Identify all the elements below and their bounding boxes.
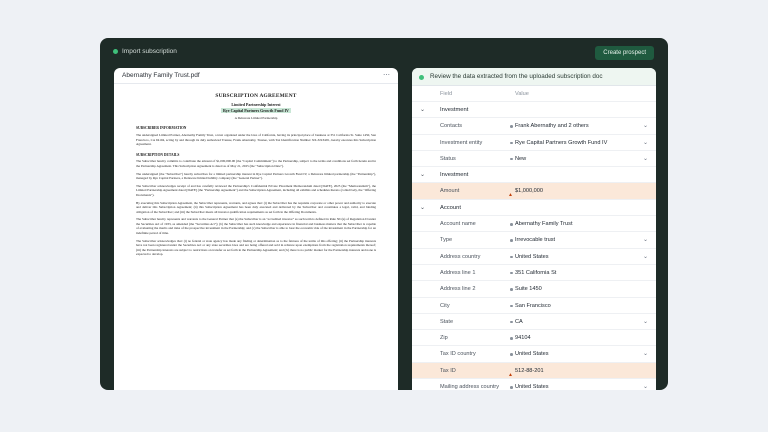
bullet-icon bbox=[510, 353, 513, 356]
field-row[interactable] bbox=[412, 298, 656, 314]
document-header bbox=[114, 68, 398, 84]
field-value[interactable]: Frank Abernathy and 2 others bbox=[515, 123, 589, 130]
create-prospect-button[interactable]: Create prospect bbox=[595, 46, 654, 60]
bullet-icon bbox=[510, 256, 513, 259]
field-row[interactable] bbox=[412, 363, 656, 379]
doc-title: SUBSCRIPTION AGREEMENT bbox=[215, 93, 297, 99]
warning-icon: ▲ bbox=[508, 192, 513, 199]
field-value[interactable]: 351 California St bbox=[515, 269, 557, 276]
field-value[interactable]: San Francisco bbox=[515, 302, 551, 309]
field-value[interactable]: New bbox=[515, 155, 527, 162]
warning-icon: ▲ bbox=[508, 371, 513, 378]
doc-partnership-type: A Delaware Limited Partnership bbox=[234, 115, 278, 120]
more-options-icon[interactable]: ⋯ bbox=[383, 72, 390, 79]
bullet-icon bbox=[510, 305, 513, 308]
field-value[interactable]: United States bbox=[515, 384, 549, 390]
field-value[interactable]: 94104 bbox=[515, 335, 531, 342]
field-label: Address country bbox=[440, 253, 481, 260]
dropdown-chevron-icon[interactable]: ⌄ bbox=[642, 237, 648, 244]
dropdown-chevron-icon[interactable]: ⌄ bbox=[642, 139, 648, 146]
bullet-icon bbox=[510, 288, 513, 291]
doc-paragraph: The Subscriber hereby commits to contribute the amount of $1,000,000.00 (the "Capital Commitment") to the Partnership, subject to the terms and conditions set forth herein and in the Partnership Agreement. This Subscription Agreement is dated as of May 21, 2025 (the "Subscription Date"). bbox=[136, 159, 376, 168]
doc-paragraph: The Subscriber acknowledges that: (i) no federal or state agency has made any finding or determination as to the fairness of the terms of this offering; (ii) the Partnership interests have not been registered under the Securities Act or any state securities laws and are being offered and sold in reliance upon exemptions from the registration requirements thereof; (iii) the Partnership interests are subject to restrictions on transfer as set forth in the Partnership Agreement; and (iv) there is no public market for the Partnership interests and none is expected to develop. bbox=[136, 238, 376, 257]
dropdown-chevron-icon[interactable]: ⌄ bbox=[642, 384, 648, 390]
field-row[interactable] bbox=[412, 330, 656, 346]
field-label: Account name bbox=[440, 221, 476, 228]
field-value[interactable]: Irrevocable trust bbox=[515, 237, 556, 244]
bullet-icon bbox=[510, 223, 513, 226]
document-filename: Abernathy Family Trust.pdf bbox=[122, 72, 200, 79]
check-icon bbox=[419, 75, 424, 80]
field-label: Tax ID bbox=[440, 367, 456, 374]
doc-paragraph: By executing this Subscription Agreement, the Subscriber represents, warrants, and agrees that: (i) the Subscriber has the requisite corporate or other power and authority to execute and deliver this Subscription Agreement; (ii) this Subscription Agreement has been duly executed and delivered by the Subscriber and constitutes a legal, valid, and binding obligation of the Subscriber; and (iii) the Subscriber meets all investor qualification requirements as set forth in the Offering Documents. bbox=[136, 200, 376, 214]
review-header bbox=[412, 68, 656, 86]
chevron-down-icon[interactable]: ⌄ bbox=[420, 107, 426, 113]
group-header[interactable] bbox=[412, 167, 656, 183]
field-value[interactable]: United States bbox=[515, 351, 549, 358]
doc-paragraph: The Subscriber hereby represents and warrants to the General Partner that (a) the Subscriber is an "accredited investor" as such term is defined in Rule 501(a) of Regulation D under the Securities Act of 1933, as amended (the "Securities Act"); (b) the Subscriber has such knowledge and experience in financial and business matters that the Subscriber is capable of evaluating the merits and risks of the prospective investment in the Partnership; and (c) the Subscriber is able to bear the economic risk of the investment in the Partnership for an indefinite period of time. bbox=[136, 217, 376, 236]
group-header[interactable] bbox=[412, 200, 656, 216]
top-bar bbox=[100, 38, 668, 66]
bullet-icon bbox=[510, 158, 513, 161]
field-row[interactable] bbox=[412, 151, 656, 167]
field-value[interactable]: Rye Capital Partners Growth Fund IV bbox=[515, 139, 608, 146]
bullet-icon bbox=[510, 337, 513, 340]
field-list bbox=[412, 102, 656, 390]
field-label: City bbox=[440, 302, 450, 309]
field-label: Contacts bbox=[440, 123, 463, 130]
field-label: Type bbox=[440, 237, 453, 244]
field-label: Address line 1 bbox=[440, 269, 476, 276]
doc-fund-name: Rye Capital Partners Growth Fund IV bbox=[223, 108, 289, 114]
chevron-down-icon[interactable]: ⌄ bbox=[420, 204, 426, 211]
review-panel bbox=[412, 68, 656, 390]
field-row[interactable] bbox=[412, 216, 656, 232]
field-row[interactable] bbox=[412, 314, 656, 330]
doc-section-heading: SUBSCRIBER INFORMATION bbox=[136, 126, 187, 131]
app-window bbox=[100, 38, 668, 390]
field-value[interactable]: Abernathy Family Trust bbox=[515, 221, 573, 228]
review-header-text: Review the data extracted from the uploaded subscription doc bbox=[430, 73, 603, 80]
bullet-icon bbox=[510, 239, 513, 242]
bullet-icon bbox=[510, 142, 513, 145]
field-value[interactable]: 512-88-201 bbox=[515, 367, 544, 374]
field-label: State bbox=[440, 318, 454, 325]
field-value[interactable]: $1,000,000 bbox=[515, 188, 543, 195]
field-label: Zip bbox=[440, 335, 448, 342]
group-title: Investment bbox=[440, 172, 469, 179]
field-label: Investment entity bbox=[440, 139, 483, 146]
field-row[interactable] bbox=[412, 232, 656, 248]
field-row[interactable] bbox=[412, 249, 656, 265]
doc-paragraph: The undersigned Limited Partner, Abernathy Family Trust, a trust organized under the laws of California, having its principal place of business at 351 California St. Suite 1450, San Francisco, CA 94104, acting by and through its duly authorized Trustee, Frank Abernathy, Trustee, with Tax Identification Number XX-XXX201, hereby executes this Subscription Agreement. bbox=[136, 132, 376, 147]
field-label: Mailing address country bbox=[440, 384, 500, 390]
field-label: Tax ID country bbox=[440, 351, 476, 358]
column-headers bbox=[412, 86, 656, 102]
field-row[interactable] bbox=[412, 346, 656, 362]
column-value: Value bbox=[515, 91, 529, 97]
dropdown-chevron-icon[interactable]: ⌄ bbox=[642, 123, 648, 130]
field-row[interactable] bbox=[412, 135, 656, 151]
column-field: Field bbox=[440, 91, 453, 97]
field-value[interactable]: CA bbox=[515, 318, 523, 325]
field-row[interactable] bbox=[412, 265, 656, 281]
dropdown-chevron-icon[interactable]: ⌄ bbox=[642, 318, 648, 325]
chevron-down-icon[interactable]: ⌄ bbox=[420, 172, 426, 179]
document-page bbox=[136, 94, 376, 390]
field-value[interactable]: United States bbox=[515, 253, 549, 260]
bullet-icon bbox=[510, 272, 513, 275]
field-row[interactable] bbox=[412, 379, 656, 390]
dropdown-chevron-icon[interactable]: ⌄ bbox=[642, 351, 648, 358]
field-label: Address line 2 bbox=[440, 286, 476, 293]
bullet-icon bbox=[510, 386, 513, 389]
document-panel bbox=[114, 68, 398, 390]
dropdown-chevron-icon[interactable]: ⌄ bbox=[642, 253, 648, 260]
status-dot-icon bbox=[113, 49, 118, 54]
group-title: Investment bbox=[440, 107, 469, 113]
dropdown-chevron-icon[interactable]: ⌄ bbox=[642, 155, 648, 162]
doc-paragraph: The undersigned (the "Subscriber") hereby subscribes for a limited partnership interest in Rye Capital Partners Growth Fund IV, a Delaware limited partnership (the "Partnership"), managed by Rye Capital Partners, a Delaware limited liability company (the "General Partner"). bbox=[136, 171, 376, 181]
field-label: Status bbox=[440, 155, 456, 162]
field-row[interactable] bbox=[412, 281, 656, 297]
page-title: Import subscription bbox=[122, 48, 177, 55]
bullet-icon bbox=[510, 125, 513, 128]
group-title: Account bbox=[440, 204, 461, 211]
group-header[interactable] bbox=[412, 102, 656, 118]
field-value[interactable]: Suite 1450 bbox=[515, 286, 542, 293]
field-row[interactable] bbox=[412, 118, 656, 134]
field-label: Amount bbox=[440, 188, 460, 195]
doc-paragraph: The Subscriber acknowledges receipt of and has carefully reviewed the Partnership's Confidential Private Placement Memorandum dated [DATE], 2025 (the "Memorandum"), the Limited Partnership Agreement dated [DATE] (the "Partnership Agreement") and the Subscription Agreement, including all exhibits and schedules thereto (collectively, the "Offering Documents"). bbox=[136, 183, 376, 197]
field-row[interactable] bbox=[412, 183, 656, 199]
bullet-icon bbox=[510, 321, 513, 324]
doc-subtitle: Limited Partnership Interest bbox=[231, 101, 281, 107]
doc-section-heading: SUBSCRIPTION DETAILS bbox=[136, 152, 180, 157]
